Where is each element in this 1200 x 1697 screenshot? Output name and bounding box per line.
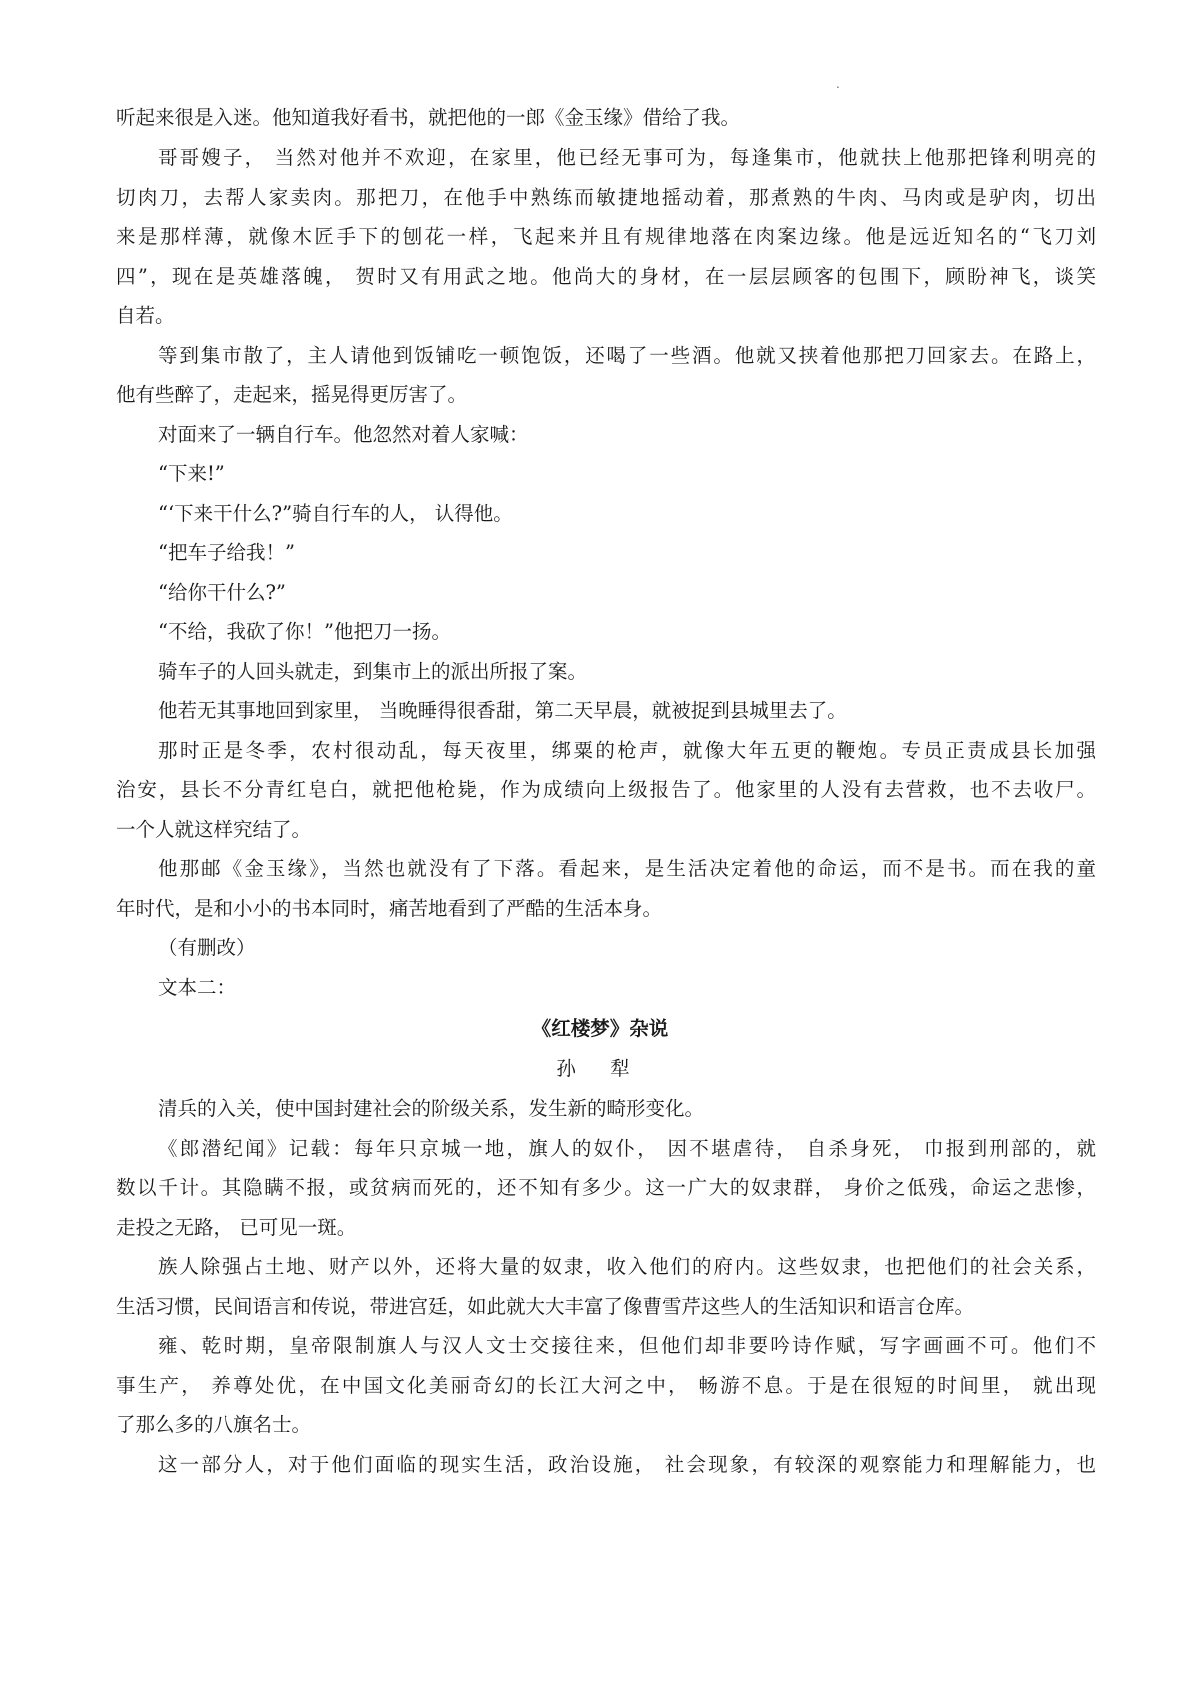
paragraph-line: 对面来了一辆自行车。他忽然对着人家喊： <box>158 423 529 446</box>
article-author: 孙 犁 <box>556 1057 644 1080</box>
section-label: 文本二： <box>158 976 237 999</box>
paragraph-line: 切肉刀，去帮人家卖肉。那把刀，在他手中熟练而敏捷地摇动着，那煮熟的牛肉、马肉或是驴肉，切出 <box>116 186 1096 209</box>
top-mark: . <box>836 77 840 91</box>
paragraph-line: 雍、乾时期，皇帝限制旗人与汉人文士交接往来，但他们却非要吟诗作赋，写字画画不可。他们不 <box>158 1334 1096 1357</box>
paragraph-line: 族人除强占土地、财产以外，还将大量的奴隶，收入他们的府内。这些奴隶，也把他们的社会关系， <box>158 1255 1096 1278</box>
edit-note: （有删改） <box>158 936 256 959</box>
dialogue-line: “给你干什么?” <box>158 581 286 604</box>
paragraph-line: 治安，县长不分青红皂白，就把他枪毙，作为成绩向上级报告了。他家里的人没有去营救，也不去收尸。 <box>116 778 1096 801</box>
dialogue-line: “不给，我砍了你！”他把刀一扬。 <box>158 620 451 643</box>
paragraph-line: 清兵的入关，使中国封建社会的阶级关系，发生新的畸形变化。 <box>158 1097 705 1120</box>
dialogue-line: “‘下来干什么?”骑自行车的人， 认得他。 <box>158 502 513 525</box>
paragraph-line: 四”，现在是英雄落魄， 贺时又有用武之地。他尚大的身材，在一层层顾客的包围下，顾盼神飞，谈笑 <box>116 265 1096 288</box>
article-title: 《红楼梦》杂说 <box>531 1017 669 1040</box>
paragraph-line: 他有些醉了，走起来，摇晃得更厉害了。 <box>116 383 468 406</box>
paragraph-line: 《郎潜纪闻》记载：每年只京城一地，旗人的奴仆， 因不堪虐待， 自杀身死， 巾报到刑部的，就 <box>158 1137 1096 1160</box>
paragraph-line: 了那么多的八旗名士。 <box>116 1413 312 1436</box>
paragraph-line: 一个人就这样究结了。 <box>116 818 312 841</box>
dialogue-line: “把车子给我！” <box>158 541 295 564</box>
paragraph-line: 他那邮《金玉缘》，当然也就没有了下落。看起来，是生活决定着他的命运，而不是书。而在我的童 <box>158 857 1096 880</box>
paragraph-line: 骑车子的人回头就走，到集市上的派出所报了案。 <box>158 660 588 683</box>
paragraph-line: 他若无其事地回到家里， 当晚睡得很香甜，第二天早晨，就被捉到县城里去了。 <box>158 699 847 722</box>
paragraph-line: 事生产， 养尊处优，在中国文化美丽奇幻的长江大河之中， 畅游不息。于是在很短的时间里， 就出现 <box>116 1374 1096 1397</box>
paragraph-line: 这一部分人，对于他们面临的现实生活，政治设施， 社会现象，有较深的观察能力和理解能力，也 <box>158 1453 1096 1476</box>
paragraph-line: 哥哥嫂子， 当然对他并不欢迎，在家里，他已经无事可为，每逢集市，他就扶上他那把锋利明亮的 <box>158 146 1096 169</box>
paragraph-line: 来是那样薄，就像木匠手下的刨花一样，飞起来并且有规律地落在肉案边缘。他是远近知名的“飞刀刘 <box>116 225 1096 248</box>
paragraph-line: 那时正是冬季，农村很动乱，每天夜里，绑粟的枪声，就像大年五更的鞭炮。专员正责成县长加强 <box>158 739 1096 762</box>
paragraph-line: 年时代，是和小小的书本同时，痛苦地看到了严酷的生活本身。 <box>116 897 663 920</box>
paragraph-line: 听起来很是入迷。他知道我好看书，就把他的一郎《金玉缘》借给了我。 <box>116 106 741 129</box>
paragraph-line: 走投之无路， 已可见一斑。 <box>116 1216 357 1239</box>
dialogue-line: “下来!” <box>158 462 225 485</box>
paragraph-line: 数以千计。其隐瞒不报，或贫病而死的，还不知有多少。这一广大的奴隶群， 身价之低残，命运之悲惨， <box>116 1176 1096 1199</box>
paragraph-line: 自若。 <box>116 304 175 327</box>
paragraph-line: 等到集市散了，主人请他到饭铺吃一顿饱饭，还喝了一些酒。他就又挟着他那把刀回家去。在路上， <box>158 344 1096 367</box>
paragraph-line: 生活习惯，民间语言和传说，带进宫廷，如此就大大丰富了像曹雪芹这些人的生活知识和语言仓库。 <box>116 1295 975 1318</box>
